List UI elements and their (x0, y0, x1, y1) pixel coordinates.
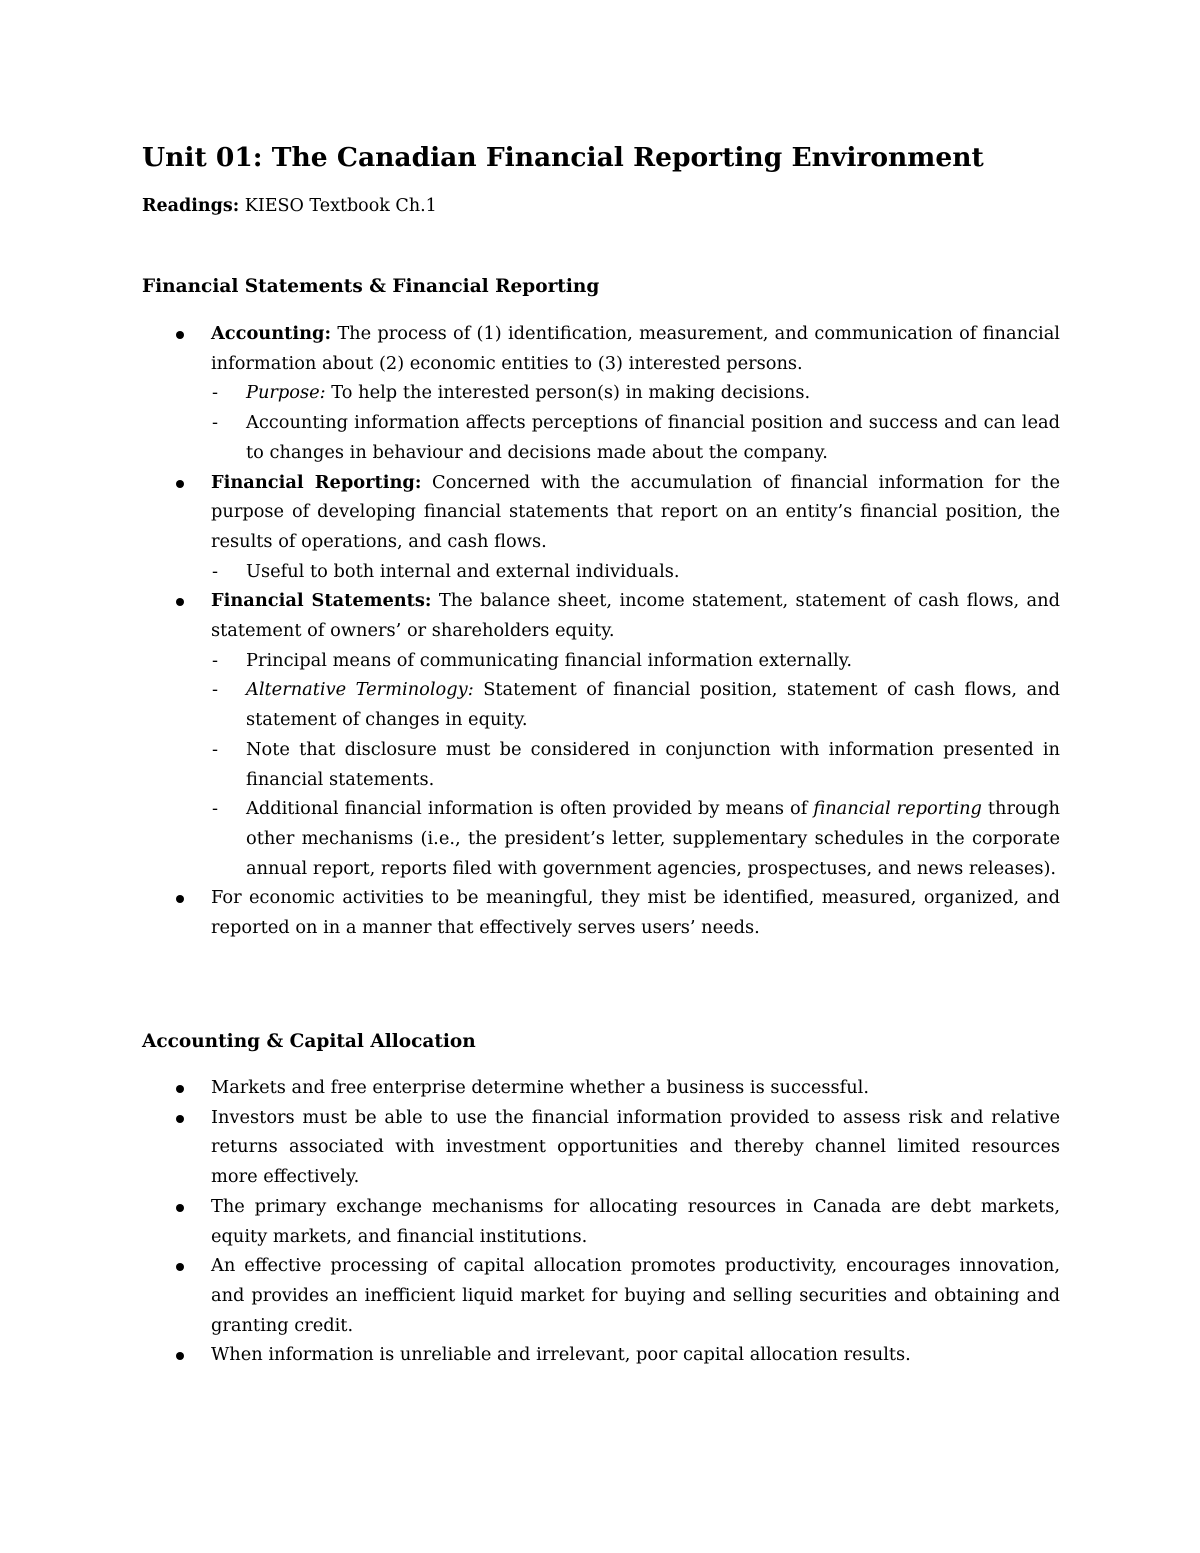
list-item (142, 468, 1060, 587)
list-item (142, 1340, 1060, 1370)
sub-term: Alternative Terminology: (246, 679, 474, 701)
readings-value: KIESO Textbook Ch.1 (239, 196, 437, 216)
sub-text: Note that disclosure must be considered in conjunction with information presented in financial statements. (246, 738, 1060, 790)
sub-list-item (211, 646, 1060, 676)
bullet-term: Financial Statements: (211, 590, 432, 612)
section1-list (142, 319, 1060, 943)
list-item (142, 586, 1060, 883)
bullet-text: The primary exchange mechanisms for allocating resources in Canada are debt markets, equity markets, and financial institutions. (211, 1195, 1060, 1247)
sub-text: Useful to both internal and external individuals. (246, 560, 680, 582)
sub-list-item (211, 408, 1060, 467)
bullet-text: Markets and free enterprise determine whether a business is successful. (211, 1077, 870, 1098)
bullet-term: Financial Reporting: (211, 471, 422, 493)
bullet-text: Concerned with the accumulation of financial information for the purpose of developing financial statements that report on an entity’s financial position, the results of operations, and cash flows. (211, 471, 1060, 552)
sub-list-item (211, 794, 1060, 883)
sub-list (211, 557, 1060, 587)
sub-text: Additional financial information is often provided by means of (246, 798, 814, 820)
readings-line (142, 196, 437, 216)
sub-text: Accounting information affects perceptions of financial position and success and can lead to changes in behaviour and decisions made about the company. (246, 412, 1060, 463)
bullet-text: An effective processing of capital allocation promotes productivity, encourages innovation, and provides an inefficient liquid market for buying and selling securities and obtaining and granting credit. (211, 1255, 1060, 1336)
readings-label: Readings: (142, 196, 240, 216)
list-item (142, 1103, 1060, 1192)
bullet-text: For economic activities to be meaningful, they mist be identified, measured, organized, and reported on in a manner that effectively serves users’ needs. (211, 887, 1060, 939)
sub-list (211, 378, 1060, 467)
bullet-term: Accounting: (211, 323, 332, 344)
document-title: Unit 01: The Canadian Financial Reporting Environment (142, 142, 984, 173)
list-item (142, 319, 1060, 468)
sub-text: Statement of financial position, statement of cash flows, and statement of changes in equity. (246, 679, 1060, 731)
bullet-text: The process of (1) identification, measurement, and communication of financial information about (2) economic entities to (3) interested persons. (211, 323, 1060, 374)
bullet-text: The balance sheet, income statement, statement of cash flows, and statement of owners’ or shareholders equity. (211, 590, 1060, 642)
section2-list (142, 1073, 1060, 1370)
sub-list-item (211, 378, 1060, 408)
list-item (142, 1251, 1060, 1340)
sub-list-item (211, 557, 1060, 587)
list-item (142, 1073, 1060, 1103)
sub-text: Principal means of communicating financial information externally. (246, 649, 853, 671)
section-heading-financial-statements: Financial Statements & Financial Reporting (142, 276, 600, 297)
sub-text: To help the interested person(s) in making decisions. (325, 382, 811, 404)
list-item (142, 883, 1060, 942)
bullet-text: When information is unreliable and irrelevant, poor capital allocation results. (211, 1344, 911, 1366)
sub-list (211, 646, 1060, 884)
list-item (142, 1192, 1060, 1251)
section-heading-capital-allocation: Accounting & Capital Allocation (142, 1031, 476, 1052)
sub-emphasis: financial reporting (813, 798, 982, 820)
sub-list-item (211, 675, 1060, 734)
bullet-text: Investors must be able to use the financial information provided to assess risk and relative returns associated with investment opportunities and thereby channel limited resources more effectively. (211, 1106, 1060, 1188)
sub-list-item (211, 735, 1060, 794)
sub-text: through other mechanisms (i.e., the president’s letter, supplementary schedules in the corporate annual report, reports filed with government agencies, prospectuses, and news releases). (246, 798, 1060, 879)
sub-term: Purpose: (246, 382, 326, 404)
